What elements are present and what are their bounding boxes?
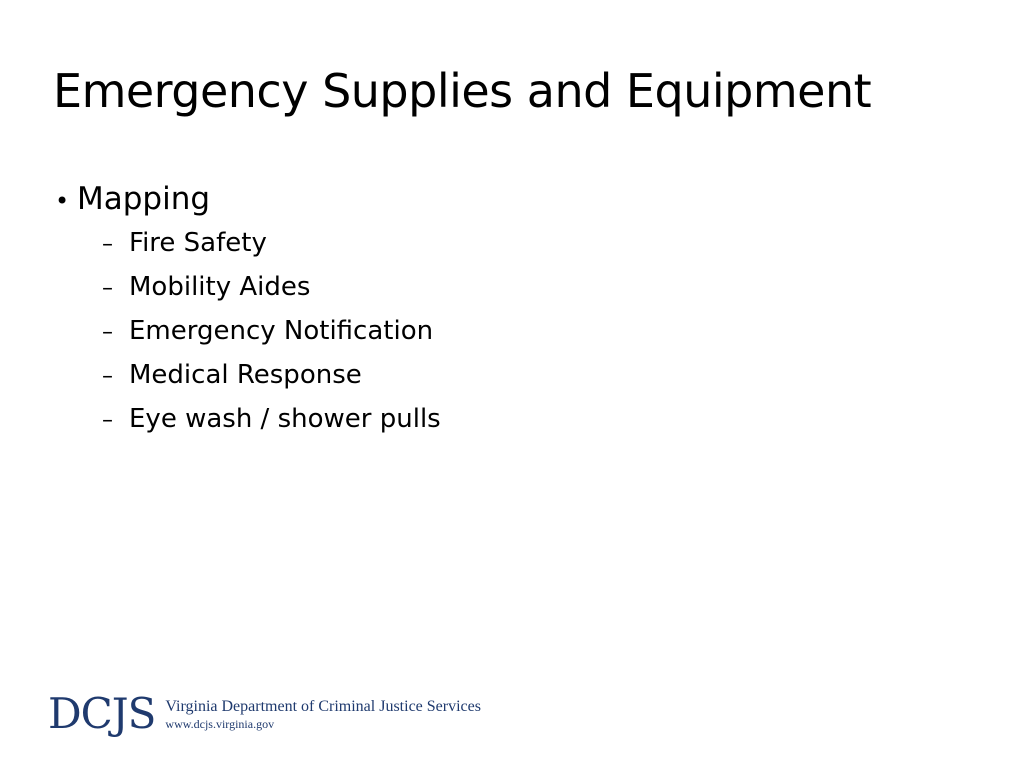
bullet-item-mapping: [55, 177, 955, 221]
sub-bullet-label: Mobility Aides: [129, 272, 311, 302]
dash-icon: –: [102, 276, 113, 301]
dash-icon: –: [102, 320, 113, 345]
sub-bullet-list: [55, 221, 955, 441]
dash-icon: –: [102, 232, 113, 257]
logo-text: [165, 697, 481, 732]
sub-bullet-label: Emergency Notification: [129, 316, 434, 346]
dash-icon: –: [102, 364, 113, 389]
dcjs-logo: [48, 689, 481, 738]
agency-website: www.dcjs.virginia.gov: [165, 716, 275, 731]
sub-bullet-label: Medical Response: [129, 360, 362, 390]
slide-title: Emergency Supplies and Equipment: [53, 64, 872, 118]
sub-bullet-label: Fire Safety: [129, 228, 267, 258]
sub-bullet-item: [55, 221, 955, 265]
dash-icon: –: [102, 408, 113, 433]
agency-name: Virginia Department of Criminal Justice Services: [165, 697, 481, 715]
sub-bullet-item: [55, 265, 955, 309]
dcjs-logo-mark: DCJS: [48, 689, 156, 738]
sub-bullet-item: [55, 309, 955, 353]
sub-bullet-item: [55, 353, 955, 397]
bullet-icon: •: [55, 187, 70, 215]
bullet-label: Mapping: [77, 181, 211, 217]
slide-content: [55, 177, 955, 441]
sub-bullet-item: [55, 397, 955, 441]
sub-bullet-label: Eye wash / shower pulls: [129, 404, 441, 434]
